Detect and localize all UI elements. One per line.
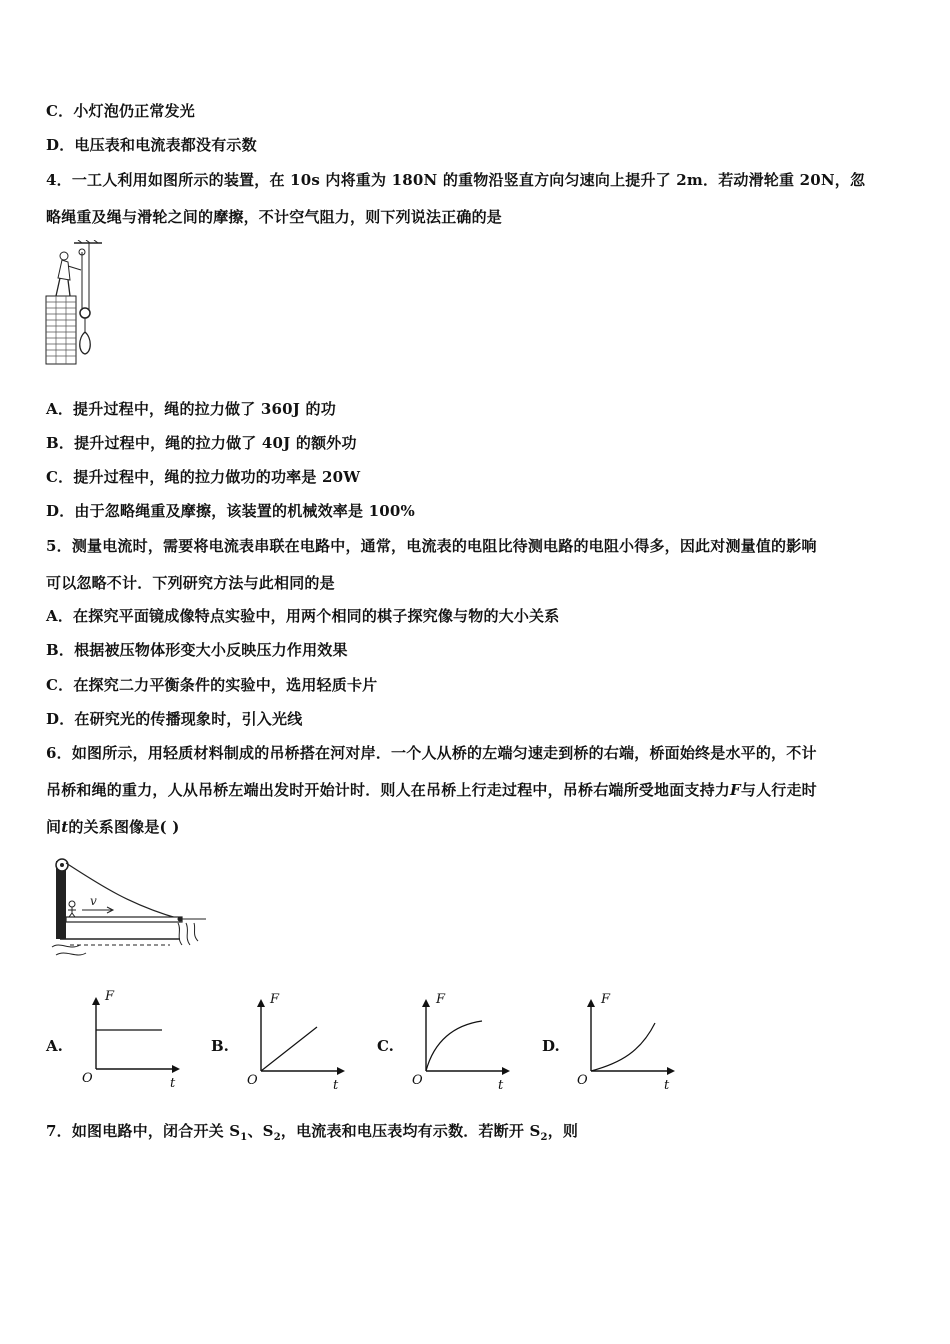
drawbridge-figure bbox=[50, 855, 210, 960]
graph-d-origin: O bbox=[577, 1073, 588, 1088]
graph-option-a-label: A. bbox=[46, 1037, 63, 1055]
graph-c bbox=[420, 997, 515, 1077]
option-a-q5: A．在探究平面镜成像特点实验中，用两个相同的棋子探究像与物的大小关系 bbox=[46, 607, 560, 625]
option-b-q5: B．根据被压物体形变大小反映压力作用效果 bbox=[46, 641, 348, 659]
q7-sub-3: 2 bbox=[540, 1132, 548, 1143]
question-7-line-1 bbox=[46, 1121, 578, 1148]
graph-d-x-label: t bbox=[664, 1078, 670, 1093]
graph-b-curve bbox=[261, 1027, 317, 1071]
graph-a-x-label: t bbox=[170, 1076, 176, 1091]
option-a-q4: A．提升过程中，绳的拉力做了 360J 的功 bbox=[46, 400, 336, 418]
option-d-q3: D．电压表和电流表都没有示数 bbox=[46, 136, 257, 154]
graph-c-y-label: F bbox=[436, 992, 446, 1007]
option-c-q5: C．在探究二力平衡条件的实验中，选用轻质卡片 bbox=[46, 676, 378, 694]
graph-a-origin: O bbox=[82, 1071, 93, 1086]
velocity-label: v bbox=[90, 894, 97, 908]
graph-d bbox=[585, 997, 680, 1077]
question-5-line-1: 5．测量电流时，需要将电流表串联在电路中，通常，电流表的电阻比待测电路的电阻小得多，因此对测量值的影响 bbox=[46, 537, 817, 555]
question-6-line-2 bbox=[46, 780, 817, 800]
option-d-q5: D．在研究光的传播现象时，引入光线 bbox=[46, 710, 303, 728]
graph-a-y-label: F bbox=[105, 989, 115, 1004]
option-c-q3: C．小灯泡仍正常发光 bbox=[46, 102, 195, 120]
q7-text-c: ，电流表和电压表均有示数．若断开 S bbox=[280, 1122, 541, 1140]
graph-option-b-label: B. bbox=[211, 1037, 229, 1055]
graph-b-x-label: t bbox=[333, 1078, 339, 1093]
graph-d-curve bbox=[591, 1023, 655, 1071]
graph-option-c-label: C. bbox=[377, 1037, 394, 1055]
graph-b bbox=[255, 997, 350, 1077]
question-5-line-2: 可以忽略不计．下列研究方法与此相同的是 bbox=[46, 574, 335, 592]
graph-c-origin: O bbox=[412, 1073, 423, 1088]
graph-d-y-label: F bbox=[601, 992, 611, 1007]
q6-text-a: 吊桥和绳的重力，人从吊桥左端出发时开始计时．则人在吊桥上行走过程中，吊桥右端所受地面支持力 bbox=[46, 781, 731, 799]
q6-time-symbol: t bbox=[61, 818, 69, 836]
option-b-q4: B．提升过程中，绳的拉力做了 40J 的额外功 bbox=[46, 434, 357, 452]
option-d-q4: D．由于忽略绳重及摩擦，该装置的机械效率是 100% bbox=[46, 502, 415, 520]
q6-text-c: 间 bbox=[46, 818, 62, 836]
q7-text-d: ，则 bbox=[547, 1122, 579, 1140]
q7-text-a: 7．如图电路中，闭合开关 S bbox=[46, 1122, 241, 1140]
graph-b-origin: O bbox=[247, 1073, 258, 1088]
q6-text-d: 的关系图像是( ) bbox=[68, 818, 180, 836]
graph-c-curve bbox=[426, 1021, 482, 1071]
q6-force-symbol: F bbox=[730, 781, 741, 799]
question-4-line-1: 4．一工人利用如图所示的装置，在 10s 内将重为 180N 的重物沿竖直方向匀速向上提升了 2m．若动滑轮重 20N，忽 bbox=[46, 171, 866, 189]
q7-sub-2: 2 bbox=[273, 1132, 281, 1143]
q7-text-b: 、S bbox=[247, 1122, 274, 1140]
graph-c-x-label: t bbox=[498, 1078, 504, 1093]
question-6-line-1: 6．如图所示，用轻质材料制成的吊桥搭在河对岸．一个人从桥的左端匀速走到桥的右端，桥面始终是水平的，不计 bbox=[46, 744, 817, 762]
option-c-q4: C．提升过程中，绳的拉力做功的功率是 20W bbox=[46, 468, 361, 486]
question-4-line-2: 略绳重及绳与滑轮之间的摩擦，不计空气阻力，则下列说法正确的是 bbox=[46, 208, 503, 226]
graph-a bbox=[90, 995, 185, 1075]
graph-option-d-label: D. bbox=[542, 1037, 560, 1055]
q6-text-b: 与人行走时 bbox=[740, 781, 817, 799]
graph-b-y-label: F bbox=[270, 992, 280, 1007]
pulley-figure bbox=[44, 240, 104, 368]
q7-sub-1: 1 bbox=[240, 1132, 248, 1143]
question-6-line-3 bbox=[46, 817, 180, 837]
